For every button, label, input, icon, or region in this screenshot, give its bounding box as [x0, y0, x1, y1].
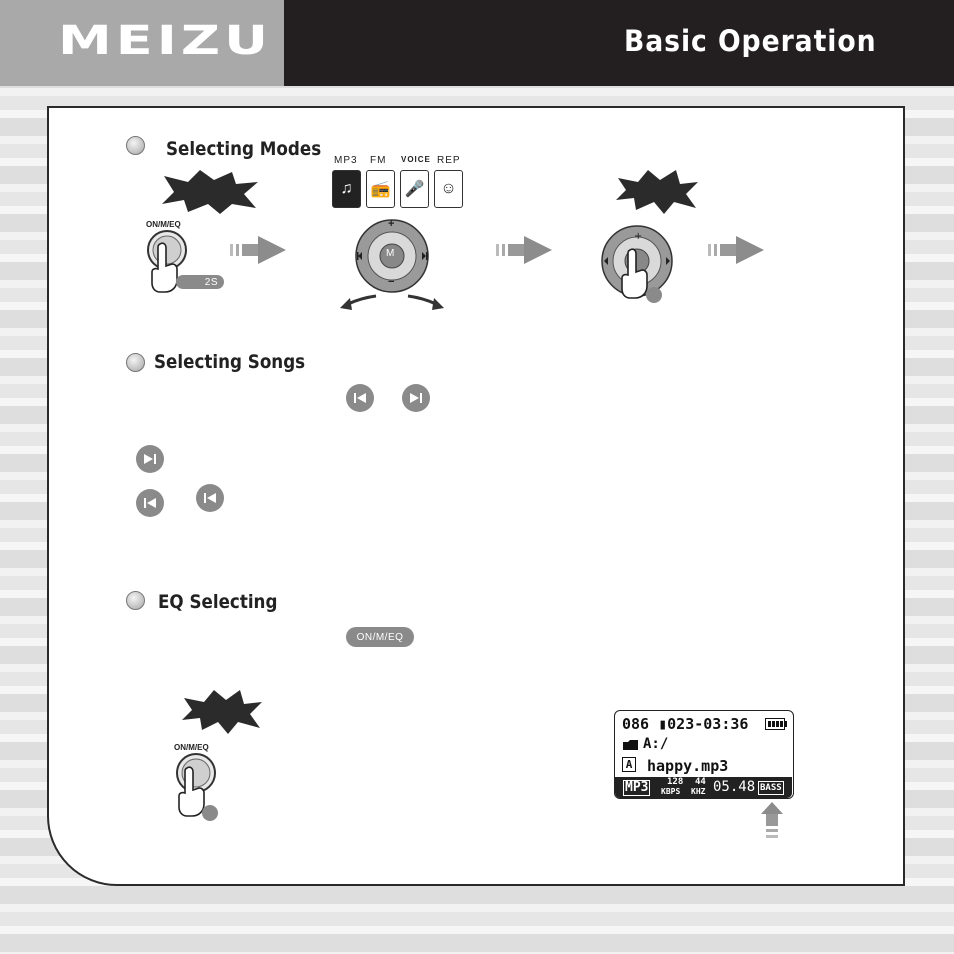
- section-bullet-icon: [126, 591, 145, 610]
- hold-duration-label: 2S: [176, 275, 224, 289]
- section-bullet-icon: [126, 353, 145, 372]
- rotate-arrows-icon: [336, 286, 448, 312]
- next-track-button[interactable]: [402, 384, 430, 412]
- on-m-eq-inline-button[interactable]: ON/M/EQ: [346, 627, 414, 647]
- section-title-songs: Selecting Songs: [154, 351, 306, 373]
- mode-label-voice: VOICE: [401, 155, 431, 164]
- mp3-mode-icon: ♫: [332, 170, 361, 208]
- starburst-icon: [180, 688, 264, 736]
- section-title-eq: EQ Selecting: [158, 591, 278, 613]
- next-track-button[interactable]: [136, 445, 164, 473]
- lcd-folder-path: A:/: [643, 736, 669, 752]
- lcd-format: MP3: [625, 780, 649, 795]
- dial-minus-label: −: [388, 276, 395, 288]
- prev-track-button[interactable]: [196, 484, 224, 512]
- lcd-bitrate: 128: [667, 777, 684, 787]
- step-marker-icon: [646, 287, 662, 303]
- battery-icon: [765, 718, 787, 730]
- prev-track-button[interactable]: [346, 384, 374, 412]
- arrow-right-icon: [708, 236, 768, 266]
- prev-track-icon: [203, 492, 217, 504]
- prev-track-icon: [143, 497, 157, 509]
- voice-mode-icon: 🎤: [400, 170, 429, 208]
- prev-track-button[interactable]: [136, 489, 164, 517]
- next-track-icon: [409, 392, 423, 404]
- svg-text:+: +: [634, 231, 643, 242]
- mode-label-fm: FM: [370, 155, 387, 166]
- next-track-icon: [143, 453, 157, 465]
- arrow-right-icon: [496, 236, 556, 266]
- lcd-track-info: 086 ▮023-03:36: [622, 715, 749, 733]
- section-title-modes: Selecting Modes: [166, 138, 322, 160]
- button-label: ON/M/EQ: [174, 743, 209, 752]
- button-label: ON/M/EQ: [146, 220, 181, 229]
- prev-track-icon: [353, 392, 367, 404]
- arrow-up-icon: [760, 800, 784, 840]
- lcd-eq-mode: BASS: [760, 783, 782, 793]
- lcd-file-badge: A: [622, 757, 636, 772]
- rep-mode-icon: ☺: [434, 170, 463, 208]
- lcd-bitrate-unit: KBPS: [661, 787, 681, 796]
- mode-label-rep: REP: [437, 155, 461, 166]
- section-bullet-icon: [126, 136, 145, 155]
- lcd-display: [614, 710, 794, 799]
- dial-center-label: M: [386, 248, 395, 259]
- lcd-filename: happy.mp3: [647, 757, 729, 775]
- mode-label-mp3: MP3: [334, 155, 358, 166]
- fm-mode-icon: 📻: [366, 170, 395, 208]
- folder-icon: [622, 739, 640, 751]
- hand-press-icon: [150, 242, 180, 294]
- starburst-icon: [160, 168, 260, 216]
- lcd-samplerate: 44: [695, 777, 706, 787]
- lcd-samplerate-unit: KHZ: [691, 787, 706, 796]
- page-title: Basic Operation: [623, 24, 876, 58]
- lcd-time: 05.48: [713, 779, 756, 795]
- arrow-right-icon: [230, 236, 290, 266]
- meizu-logo: MEIZU: [58, 18, 272, 64]
- step-marker-icon: [202, 805, 218, 821]
- starburst-icon: [612, 168, 700, 216]
- dial-plus-label: +: [388, 218, 395, 230]
